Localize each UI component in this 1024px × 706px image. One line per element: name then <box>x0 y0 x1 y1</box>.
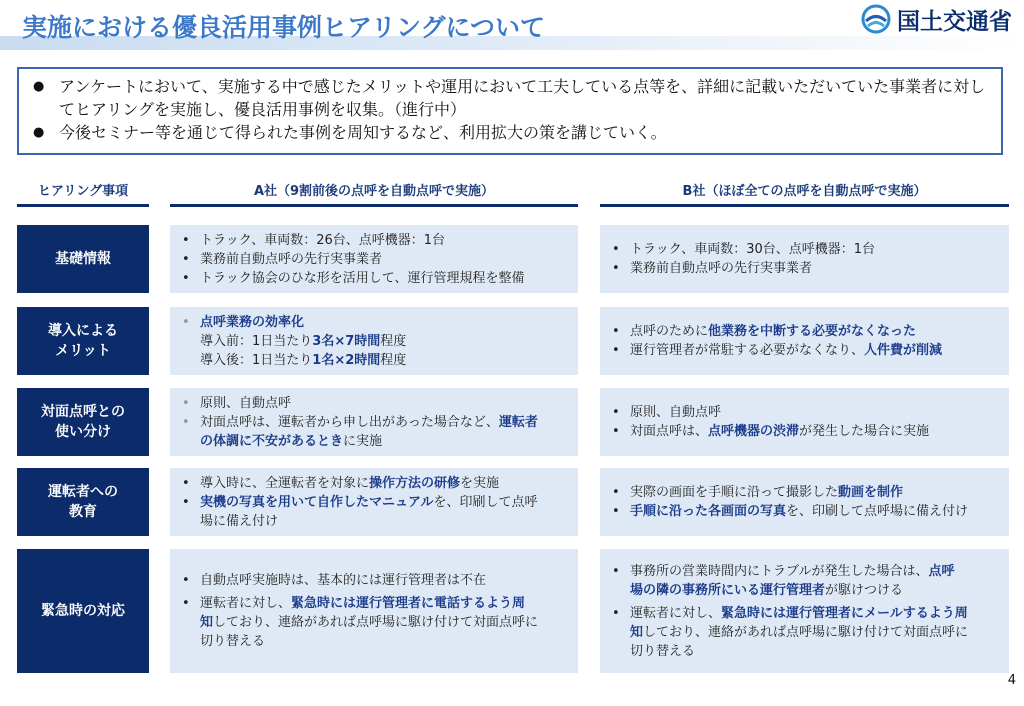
item-text: 業務前自動点呼の先行実事業者 <box>200 251 383 267</box>
column-underline <box>17 204 149 207</box>
item-bullet-icon: • <box>612 563 620 579</box>
item-bullet-icon: • <box>612 405 620 420</box>
item-bullet-icon: • <box>182 314 190 330</box>
list-item <box>612 403 999 422</box>
text-highlight: 点呼機器の渋滞 <box>708 424 800 439</box>
item-bullet-icon: • <box>612 485 620 500</box>
cell-a-emergency <box>170 549 578 673</box>
row-label-usage <box>17 388 149 456</box>
text-segment: 導入前：1日当たり <box>200 333 313 349</box>
text-highlight: 実機の写真を用いて自作したマニュアル <box>200 494 434 510</box>
text-segment: 対面点呼は、 <box>630 424 709 439</box>
item-body <box>200 594 538 651</box>
item-text: 自動点呼実施時は、基本的には運行管理者は不在 <box>200 573 487 588</box>
item-bullet-icon: • <box>612 261 620 276</box>
list-item <box>182 571 568 590</box>
row-label-emergency <box>17 549 149 673</box>
text-highlight: 操作方法の研修 <box>369 475 461 491</box>
summary-text: アンケートにおいて、実施する中で感じたメリットや運用において工夫している点等を、詳細に記載いただいていた事業者に対してヒアリングを実施し、優良活用事例を収集。（進行中） <box>59 77 986 119</box>
row-label-merit <box>17 307 149 375</box>
cell-a-education <box>170 468 578 536</box>
list-item <box>182 313 568 370</box>
item-bullet-icon: • <box>182 251 190 267</box>
summary-point <box>33 75 989 121</box>
row-label-text: 緊急時の対応 <box>41 603 125 619</box>
item-text: トラック協会のひな形を活用して、運行管理規程を整備 <box>200 270 525 286</box>
row-label-text: 導入による <box>48 323 118 339</box>
text-segment: が発生した場合に実施 <box>799 424 930 439</box>
text-highlight: 3名×7時間 <box>312 333 381 349</box>
text-highlight: 緊急時には運行管理者に電話するよう周 <box>291 596 526 611</box>
cell-b-basic-info <box>600 225 1009 293</box>
text-segment: 切り替える <box>200 634 266 649</box>
item-text <box>200 474 499 493</box>
item-bullet-icon: • <box>182 232 190 248</box>
column-header-company-b: B社（ほぼ全ての点呼を自動点呼で実施） <box>682 184 927 199</box>
text-highlight: 人件費が削減 <box>864 343 943 358</box>
text-highlight: 知 <box>630 624 644 640</box>
item-bullet-icon: • <box>612 605 620 621</box>
text-highlight: 他業務を中断する必要がなくなった <box>708 324 917 339</box>
page-number: 4 <box>1007 673 1016 688</box>
list-item <box>182 394 568 413</box>
logo-text: 国土交通省 <box>897 8 1012 35</box>
list-item <box>182 231 568 250</box>
item-bullet-icon: • <box>612 504 620 519</box>
text-highlight: 緊急時には運行管理者にメールするよう周 <box>721 605 968 621</box>
row-label-text: 使い分け <box>55 424 111 440</box>
item-heading: 点呼業務の効率化 <box>200 314 305 330</box>
cell-b-emergency <box>600 549 1009 673</box>
item-text <box>630 483 903 502</box>
item-bullet-icon: • <box>612 242 620 257</box>
item-text: 業務前自動点呼の先行実事業者 <box>630 261 813 276</box>
text-segment: 点呼のために <box>630 324 709 339</box>
text-highlight: 手順に沿った各画面の写真 <box>630 504 787 519</box>
cell-b-usage <box>600 388 1009 456</box>
list-item <box>612 259 999 278</box>
text-segment: 事務所の営業時間内にトラブルが発生した場合は、 <box>630 563 929 579</box>
item-bullet-icon: • <box>182 414 190 430</box>
text-highlight: 点呼 <box>928 563 955 579</box>
item-text <box>630 322 916 341</box>
text-segment: を、印刷して点呼 <box>433 494 538 510</box>
text-segment: しており、連絡があれば点呼場に駆け付けて対面点呼に <box>213 615 539 630</box>
mlit-emblem-icon <box>861 4 891 34</box>
item-body <box>200 493 538 531</box>
item-text: 原則、自動点呼 <box>630 405 722 420</box>
cell-b-merit <box>600 307 1009 375</box>
item-bullet-icon: • <box>182 596 190 611</box>
summary-box <box>17 67 1003 155</box>
item-bullet-icon: • <box>612 343 620 358</box>
item-body <box>200 413 538 451</box>
text-segment: しており、連絡があれば点呼場に駆け付けて対面点呼に <box>643 624 969 640</box>
item-text: トラック、車両数：30台、点呼機器：1台 <box>630 242 876 257</box>
list-item <box>612 604 999 661</box>
row-label-basic-info <box>17 225 149 293</box>
row-label-text: 教育 <box>69 504 97 520</box>
column-header-items: ヒアリング事項 <box>37 184 129 199</box>
list-item <box>182 594 568 651</box>
text-highlight: 場の隣の事務所にいる運行管理者 <box>630 582 826 598</box>
item-text <box>630 502 968 521</box>
list-item <box>612 562 999 600</box>
page-title: 実施における優良活用事例ヒアリングについて <box>22 13 546 42</box>
row-label-text: 対面点呼との <box>41 404 125 420</box>
text-highlight: 運転者 <box>498 414 538 430</box>
item-body <box>630 604 968 661</box>
item-text <box>200 351 406 370</box>
bullet-icon: ● <box>33 125 45 140</box>
item-bullet-icon: • <box>182 573 190 588</box>
list-item <box>612 422 999 441</box>
item-body <box>200 313 406 370</box>
list-item <box>612 240 999 259</box>
list-item <box>612 341 999 360</box>
text-highlight: 動画を制作 <box>838 485 904 500</box>
cell-b-education <box>600 468 1009 536</box>
summary-text: 今後セミナー等を通じて得られた事例を周知するなど、利用拡大の策を講じていく。 <box>59 123 667 142</box>
list-item <box>612 322 999 341</box>
cell-a-usage <box>170 388 578 456</box>
column-underline <box>170 204 578 207</box>
text-segment: 対面点呼は、運転者から申し出があった場合など、 <box>200 414 499 430</box>
column-underline <box>600 204 1009 207</box>
row-label-text: 基礎情報 <box>55 251 111 267</box>
list-item <box>612 483 999 502</box>
bullet-icon: ● <box>33 79 45 94</box>
text-segment: 切り替える <box>630 643 696 659</box>
item-bullet-icon: • <box>612 324 620 339</box>
text-segment: 程度 <box>380 333 407 349</box>
item-text <box>630 422 929 441</box>
text-highlight: 知 <box>200 615 214 630</box>
text-highlight: 1名×2時間 <box>312 352 381 368</box>
summary-point <box>33 121 989 144</box>
text-segment: 運転者に対し、 <box>200 596 292 611</box>
text-segment: 場に備え付け <box>200 513 279 529</box>
item-bullet-icon: • <box>182 494 190 510</box>
text-segment: 程度 <box>380 352 407 368</box>
text-segment: 運行管理者が常駐する必要がなくなり、 <box>630 343 865 358</box>
row-label-text: メリット <box>55 343 111 359</box>
text-segment: が駆けつける <box>825 582 904 598</box>
list-item <box>182 413 568 451</box>
item-text: 原則、自動点呼 <box>200 395 292 411</box>
ministry-logo <box>861 3 1012 35</box>
list-item <box>182 250 568 269</box>
text-segment: を、印刷して点呼場に備え付け <box>786 504 969 519</box>
text-segment: 実際の画面を手順に沿って撮影した <box>630 485 839 500</box>
row-label-education <box>17 468 149 536</box>
text-segment: を実施 <box>460 475 500 491</box>
cell-a-merit <box>170 307 578 375</box>
text-segment: 導入後：1日当たり <box>200 352 313 368</box>
list-item <box>182 474 568 493</box>
item-text <box>630 341 942 360</box>
item-bullet-icon: • <box>182 475 190 491</box>
column-header-company-a: A社（9割前後の点呼を自動点呼で実施） <box>253 184 495 199</box>
text-segment: 導入時に、全運転者を対象に <box>200 475 370 491</box>
text-segment: 運転者に対し、 <box>630 605 722 621</box>
item-body <box>630 562 955 600</box>
text-highlight: の体調に不安があるとき <box>200 433 344 449</box>
list-item <box>612 502 999 521</box>
item-bullet-icon: • <box>182 270 190 286</box>
item-bullet-icon: • <box>612 424 620 439</box>
row-label-text: 運転者への <box>48 484 118 500</box>
slide-header <box>0 0 1024 50</box>
list-item <box>182 493 568 531</box>
item-text: トラック、車両数：26台、点呼機器：1台 <box>200 232 446 248</box>
list-item <box>182 269 568 288</box>
text-segment: に実施 <box>343 433 383 449</box>
item-text <box>200 332 406 351</box>
item-bullet-icon: • <box>182 395 190 411</box>
cell-a-basic-info <box>170 225 578 293</box>
